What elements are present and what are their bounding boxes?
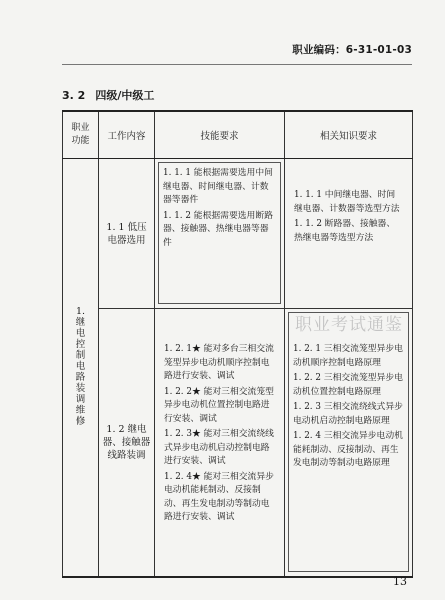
knowledge-box [288,312,409,572]
function-char: 控 [75,339,86,351]
function-char: 电 [75,361,86,373]
watermark-text: 职业考试通鉴 [295,315,403,335]
knowledge-box [288,159,409,249]
header-function-line2: 功能 [71,136,90,146]
function-char: 路 [75,372,86,384]
function-char: 电 [75,328,86,340]
work-content-cell [99,159,155,309]
page-number: 13 [393,575,407,588]
header-work-content: 工作内容 [99,111,155,159]
knowledge-item: 1. 2. 1 三相交流笼型异步电动机顺序控制电路原理 [293,344,403,368]
knowledge-item: 1. 1. 2 断路器、接触器、热继电器等选型方法 [294,219,396,243]
knowledge-req-cell [285,309,413,577]
section-number: 3. 2 [62,89,86,102]
skill-item: 1. 1. 2 能根据需要选用断路器、接触器、热继电器等器件 [163,210,273,248]
function-char: 装 [75,383,86,395]
skill-item: 1. 2. 4★ 能对三相交流异步电动机能耗制动、反接制动、再生发电制动等制动电路进行安装、调试 [164,471,274,522]
skill-item: 1. 2. 1★ 能对多台三相交流笼型异步电动机顺序控制电路进行安装、调试 [164,344,274,381]
knowledge-item: 1. 2. 4 三相交流异步电动机能耗制动、反接制动、再生发电制动等制动电路原理 [293,431,403,468]
table-row [63,159,413,309]
function-cell [63,159,99,577]
header-function-line1: 职业 [71,123,90,133]
knowledge-item: 1. 2. 3 三相交流绕线式异步电动机启动控制电路原理 [293,402,403,426]
section-heading [62,87,154,103]
occupation-code: 职业编码：6-31-01-03 [292,44,412,56]
skill-item: 1. 1. 1 能根据需要选用中间继电器、时间继电器、计数器等器件 [163,168,273,205]
work-content-line: 1. 2 继电 [106,423,147,435]
function-char: 调 [75,394,86,406]
header-function [63,111,99,159]
knowledge-item: 1. 1. 1 中间继电器、时间继电器、计数器等选型方法 [294,190,400,214]
skill-item: 1. 2. 2★ 能对三相交流笼型异步电动机位置控制电路进行安装、调试 [164,386,274,424]
knowledge-item: 1. 2. 2 三相交流笼型异步电动机位置控制电路原理 [293,373,403,397]
work-content-cell [99,309,155,577]
function-char: 制 [75,350,86,362]
table-row [63,309,413,577]
work-content-line: 线路装调 [107,449,146,461]
skill-req-cell [155,159,285,309]
skill-req-cell [155,309,285,577]
function-index: 1. [75,306,86,318]
skill-item: 1. 2. 3★ 能对三相交流绕线式异步电动机启动控制电路进行安装、调试 [164,429,274,466]
skill-box [158,162,281,304]
function-char: 维 [75,405,86,417]
section-title: 四级/中级工 [95,89,155,102]
header-knowledge-req: 相关知识要求 [285,111,413,159]
skill-box [158,309,281,529]
work-content-line: 器、接触器 [102,436,151,448]
function-char: 修 [75,416,86,428]
knowledge-req-cell [285,159,413,309]
function-char: 继 [75,317,86,329]
header-rule [62,64,412,65]
header-skill-req: 技能要求 [155,111,285,159]
work-content-line: 电器选用 [107,234,146,246]
table-header-row [63,111,413,159]
work-content-line: 1. 1 低压 [106,221,147,233]
skills-table [62,110,413,578]
